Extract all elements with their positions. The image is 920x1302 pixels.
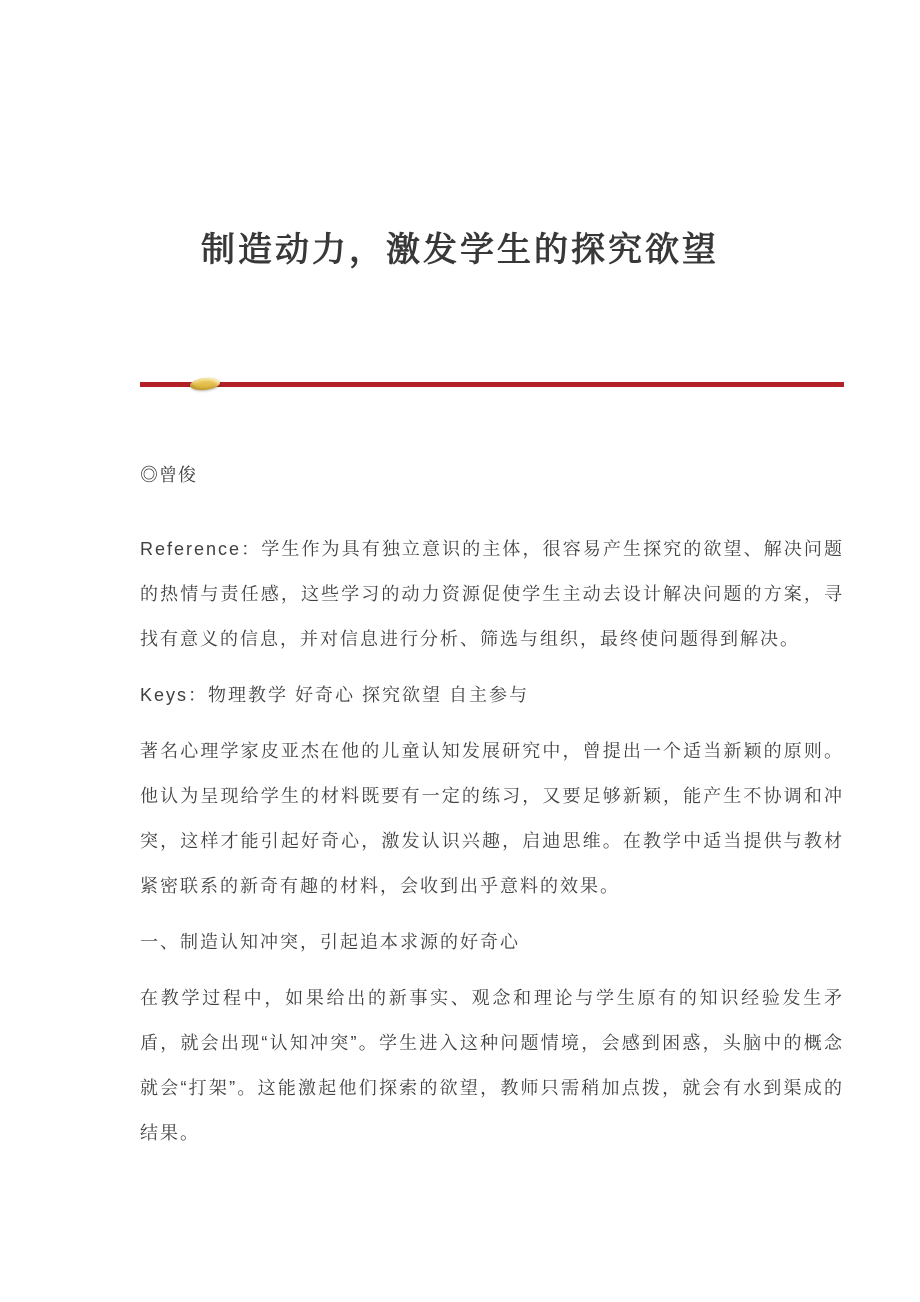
paragraph-reference: Reference：学生作为具有独立意识的主体，很容易产生探究的欲望、解决问题的热情与责任感，这些学习的动力资源促使学生主动去设计解决问题的方案，寻找有意义的信息，并对信息进行分析、筛选与组织，最终使问题得到解决。 xyxy=(140,539,844,649)
paragraph-keywords: Keys：物理教学 好奇心 探究欲望 自主参与 xyxy=(140,685,530,705)
section-heading-1: 一、制造认知冲突，引起追本求源的好奇心 xyxy=(140,932,520,952)
divider-line xyxy=(140,382,844,387)
divider-ellipse-ornament xyxy=(189,376,220,391)
author-name: ◎曾俊 xyxy=(140,465,197,485)
article-body xyxy=(140,527,844,1156)
title-divider xyxy=(140,381,844,389)
paragraph-body-1: 著名心理学家皮亚杰在他的儿童认知发展研究中，曾提出一个适当新颖的原则。他认为呈现给学生的材料既要有一定的练习，又要足够新颖，能产生不协调和冲突，这样才能引起好奇心，激发认识兴趣，启迪思维。在教学中适当提供与教材紧密联系的新奇有趣的材料，会收到出乎意料的效果。 xyxy=(140,741,844,896)
paragraph-body-2: 在教学过程中，如果给出的新事实、观念和理论与学生原有的知识经验发生矛盾，就会出现“认知冲突”。学生进入这种问题情境，会感到困惑，头脑中的概念就会“打架”。这能激起他们探索的欲望，教师只需稍加点拨，就会有水到渠成的结果。 xyxy=(140,988,844,1143)
document-title: 制造动力，激发学生的探究欲望 xyxy=(201,232,719,269)
